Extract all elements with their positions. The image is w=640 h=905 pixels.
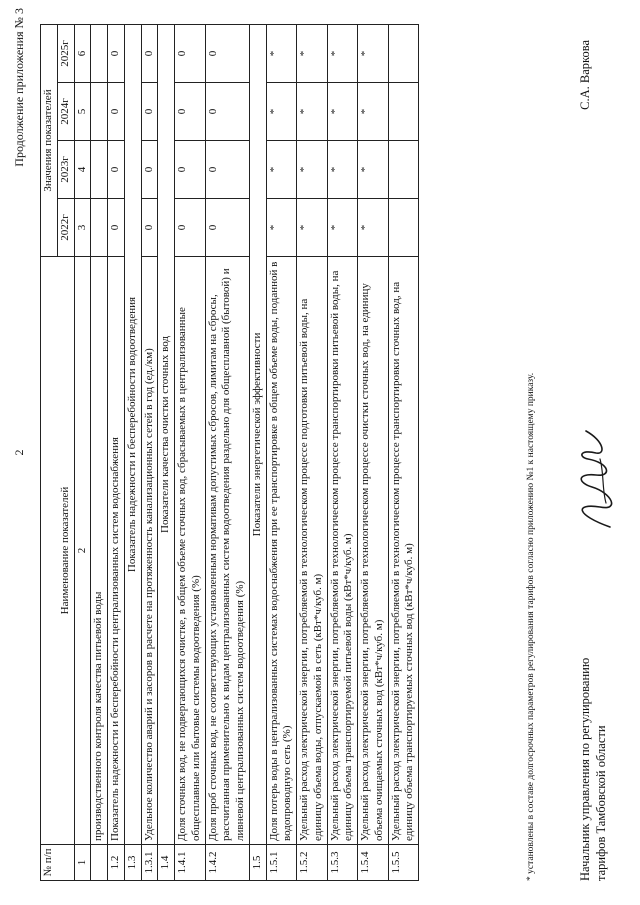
header-name: Наименование показателей [41, 257, 75, 845]
indicator-value: * [327, 25, 358, 83]
header-row-1 [41, 25, 58, 881]
indicator-value: 0 [205, 141, 249, 199]
indicator-name: Доля проб сточных вод, не соответствующих установленным нормативам допустимых сбросов, лимитам на сбросы, рассчитанная применительно к видам централизованных систем водоотведения раздельно для общесплавной (бытовой) и ливневой централизованных систем водоотведения (%) [205, 257, 249, 845]
indicator-value: 0 [205, 25, 249, 83]
indicator-value: * [266, 199, 297, 257]
page-number: 2 [12, 449, 26, 456]
indicator-name: Удельный расход электрической энергии, потребляемой в технологическом процессе подготовки питьевой воды, на единицу объема воды, отпускаемой в сеть (кВт*ч/куб. м) [297, 257, 328, 845]
table-row [175, 25, 206, 881]
signatory-position [578, 658, 609, 881]
indicator-value: 0 [141, 141, 158, 199]
indicator-name: Удельное количество аварий и засоров в расчете на протяженность канализационных сетей в год (ед./км) [141, 257, 158, 845]
indicator-value: 0 [205, 199, 249, 257]
indicator-value [388, 141, 419, 199]
section-row [249, 25, 266, 881]
row-number: 1.4 [158, 845, 175, 881]
position-line: тарифов Тамбовской области [593, 725, 608, 881]
row-number: 1.5 [249, 845, 266, 881]
indicator-value [91, 199, 108, 257]
row-number: 1.5.3 [327, 845, 358, 881]
col-index: 6 [74, 25, 91, 83]
indicator-value: * [327, 83, 358, 141]
indicator-value: * [358, 141, 389, 199]
position-line: Начальник управления по регулированию [578, 657, 592, 881]
indicator-value: 0 [141, 199, 158, 257]
indicator-value [388, 25, 419, 83]
indicator-value: 0 [108, 141, 125, 199]
indicator-value: 0 [175, 25, 206, 83]
indicator-value: 0 [175, 83, 206, 141]
col-index: 1 [74, 845, 91, 881]
section-title: Показатели энергетической эффективности [249, 25, 266, 845]
section-row [124, 25, 141, 881]
row-number: 1.5.1 [266, 845, 297, 881]
col-index: 4 [74, 141, 91, 199]
table-row [297, 25, 328, 881]
row-number: 1.4.2 [205, 845, 249, 881]
indicator-value: * [297, 141, 328, 199]
table-body [91, 25, 419, 881]
indicators-table [40, 24, 419, 881]
header-year: 2023г [57, 141, 74, 199]
row-number: 1.5.2 [297, 845, 328, 881]
indicator-value: * [297, 199, 328, 257]
header-year: 2025г [57, 25, 74, 83]
header-no: № п/п [41, 845, 75, 881]
row-number: 1.2 [108, 845, 125, 881]
table-row [205, 25, 249, 881]
indicator-name: Удельный расход электрической энергии, потребляемой в технологическом процессе транспортировки сточных вод, на единицу объема транспортируемых сточных вод (кВт*ч/куб. м) [388, 257, 419, 845]
indicator-name: Доля потерь воды в централизованных системах водоснабжения при ее транспортировке в общем объеме воды, поданной в водопроводную сеть (%) [266, 257, 297, 845]
section-title: Показатель надежности и бесперебойности водоотведения [124, 25, 141, 845]
indicator-value: * [358, 199, 389, 257]
handwritten-signature [566, 423, 624, 533]
section-row [158, 25, 175, 881]
indicator-value: 0 [175, 141, 206, 199]
indicator-value [388, 83, 419, 141]
row-number: 1.4.1 [175, 845, 206, 881]
indicator-value [91, 25, 108, 83]
col-index: 5 [74, 83, 91, 141]
indicator-value: * [266, 141, 297, 199]
table-row [91, 25, 108, 881]
table-row [358, 25, 389, 881]
indicator-value [91, 83, 108, 141]
table-row [388, 25, 419, 881]
indicator-value: * [297, 25, 328, 83]
header-year: 2024г [57, 83, 74, 141]
indicator-value: * [327, 199, 358, 257]
signatory-name: С.А. Варкова [578, 40, 592, 110]
header-index-row [74, 25, 91, 881]
indicator-value: 0 [175, 199, 206, 257]
indicator-value: 0 [108, 83, 125, 141]
indicator-name: Доля сточных вод, не подвергающихся очистке, в общем объеме сточных вод, сбрасываемых в централизованные общесплавные или бытовые системы водоотведения (%) [175, 257, 206, 845]
table-row [266, 25, 297, 881]
table-row [108, 25, 125, 881]
col-index: 2 [74, 257, 91, 845]
row-number: 1.3 [124, 845, 141, 881]
continuation-note: Продолжение приложения № 3 [12, 8, 26, 167]
indicator-value: * [266, 83, 297, 141]
indicator-value: 0 [205, 83, 249, 141]
table-row [141, 25, 158, 881]
indicator-value: 0 [141, 25, 158, 83]
row-number: 1.5.5 [388, 845, 419, 881]
indicator-value: 0 [108, 25, 125, 83]
indicator-value [388, 199, 419, 257]
row-number: 1.3.1 [141, 845, 158, 881]
row-number [91, 845, 108, 881]
section-title: Показатели качества очистки сточных вод [158, 25, 175, 845]
indicator-value: * [266, 25, 297, 83]
indicator-value: 0 [108, 199, 125, 257]
indicator-value: * [358, 83, 389, 141]
header-values: Значения показателей [41, 25, 58, 257]
row-number: 1.5.4 [358, 845, 389, 881]
indicator-name: Удельный расход электрической энергии, потребляемой в технологическом процессе транспортировки питьевой воды, на единицу объема транспортируемой питьевой воды (кВт*ч/куб. м) [327, 257, 358, 845]
indicator-value: 0 [141, 83, 158, 141]
indicator-value: * [297, 83, 328, 141]
header-year: 2022г [57, 199, 74, 257]
indicator-name: производственного контроля качества питьевой воды [91, 257, 108, 845]
footnote: * установлены в составе долгосрочных параметров регулирования тарифов согласно приложению №1 к настоящему приказу. [526, 372, 536, 881]
indicator-name: Показатель надежности и бесперебойности централизованных систем водоснабжения [108, 257, 125, 845]
indicator-value: * [327, 141, 358, 199]
table-row [327, 25, 358, 881]
indicator-value: * [358, 25, 389, 83]
col-index: 3 [74, 199, 91, 257]
indicator-value [91, 141, 108, 199]
indicator-name: Удельный расход электрической энергии, потребляемой в технологическом процессе очистки сточных вод, на единицу объема очищаемых сточных вод (кВт*ч/куб. м) [358, 257, 389, 845]
